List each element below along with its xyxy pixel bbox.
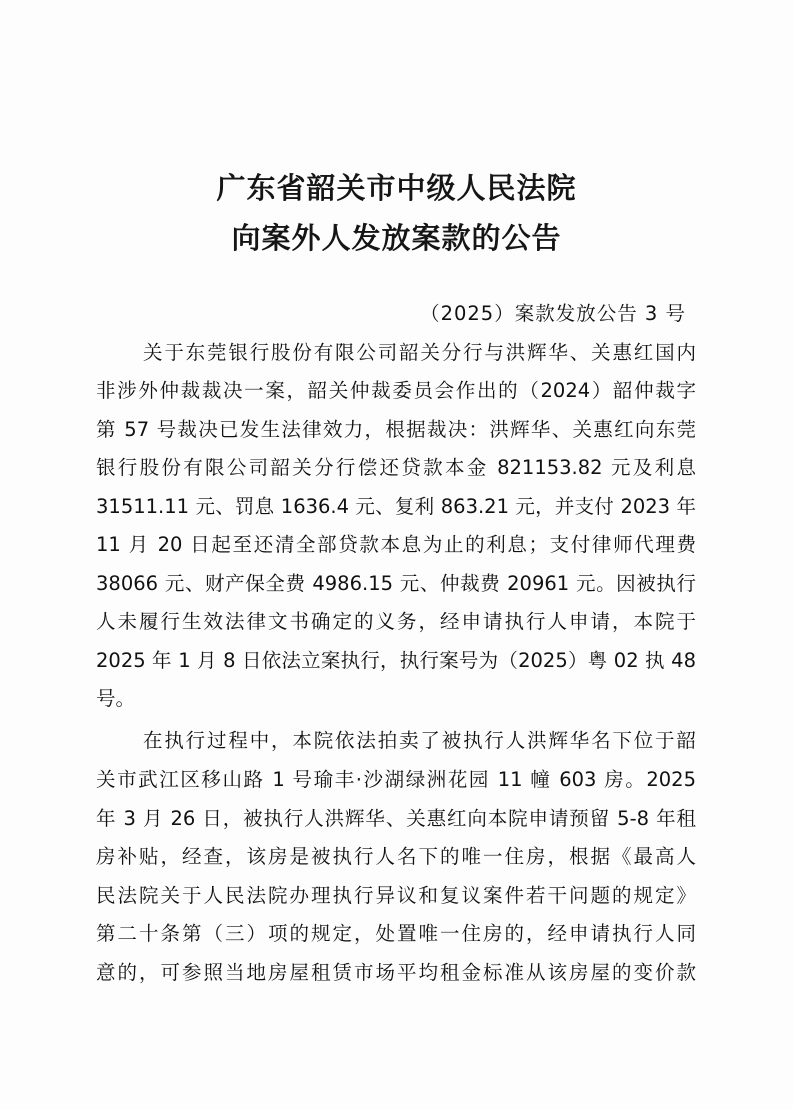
paragraph-1-line: 38066 元、财产保全费 4986.15 元、仲裁费 20961 元。因被执行 — [96, 572, 696, 595]
paragraph-2-line: 第二十条第（三）项的规定，处置唯一住房的，经申请执行人同 — [96, 922, 696, 945]
paragraph-2-line: 在执行过程中，本院依法拍卖了被执行人洪辉华名下位于韶 — [143, 729, 696, 752]
document-title-line-2: 向案外人发放案款的公告 — [231, 221, 562, 255]
paragraph-1-line: 31511.11 元、罚息 1636.4 元、复利 863.21 元，并支付 2023 年 — [96, 495, 696, 518]
paragraph-1-line: 人未履行生效法律文书确定的义务，经申请执行人申请，本院于 — [96, 610, 696, 633]
announcement-number: （2025）案款发放公告 3 号 — [420, 302, 686, 325]
paragraph-1-line: 2025 年 1 月 8 日依法立案执行，执行案号为（2025）粤 02 执 48 — [96, 649, 696, 672]
paragraph-2-line: 年 3 月 26 日，被执行人洪辉华、关惠红向本院申请预留 5-8 年租 — [96, 807, 696, 830]
paragraph-2-line: 关市武江区移山路 1 号瑜丰·沙湖绿洲花园 11 幢 603 房。2025 — [96, 768, 696, 791]
paragraph-1-line: 关于东莞银行股份有限公司韶关分行与洪辉华、关惠红国内 — [143, 341, 696, 364]
paragraph-2-line: 民法院关于人民法院办理执行异议和复议案件若干问题的规定》 — [96, 884, 696, 907]
paragraph-2-line: 房补贴，经查，该房是被执行人名下的唯一住房，根据《最高人 — [96, 845, 696, 868]
paragraph-1-line: 银行股份有限公司韶关分行偿还贷款本金 821153.82 元及利息 — [96, 456, 696, 479]
paragraph-1-line: 号。 — [96, 687, 136, 710]
paragraph-1-line: 11 月 20 日起至还清全部贷款本息为止的利息；支付律师代理费 — [96, 533, 696, 556]
paragraph-1-line: 非涉外仲裁裁决一案，韶关仲裁委员会作出的（2024）韶仲裁字 — [96, 379, 696, 402]
document-title-line-1: 广东省韶关市中级人民法院 — [216, 171, 577, 205]
paragraph-1-line: 第 57 号裁决已发生法律效力，根据裁决：洪辉华、关惠红向东莞 — [96, 418, 696, 441]
paragraph-2-line: 意的，可参照当地房屋租赁市场平均租金标准从该房屋的变价款 — [96, 961, 696, 984]
